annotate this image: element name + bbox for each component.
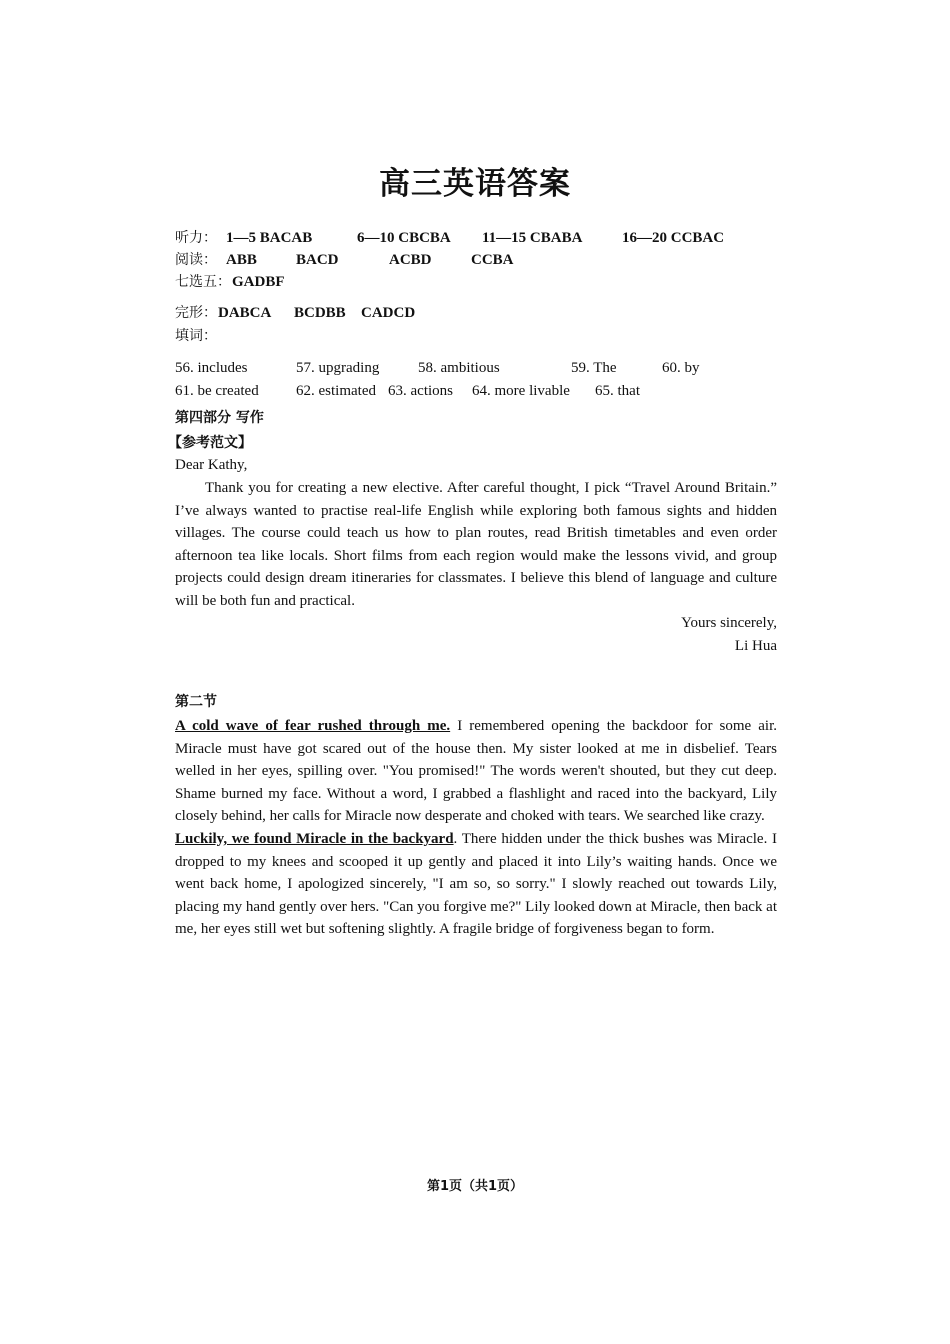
sample-essay-label: 【参考范文】 xyxy=(168,435,252,451)
fill-in-answer-65: 65. that xyxy=(595,383,640,399)
listening-answers-2: 6—10 CBCBA xyxy=(357,230,451,246)
listening-label: 听力： xyxy=(175,230,217,246)
reading-answers-4: CCBA xyxy=(471,252,514,268)
letter-greeting: Dear Kathy, xyxy=(175,457,248,473)
fill-in-answer-61: 61. be created xyxy=(175,383,259,399)
paragraph-2-opening-sentence: Luckily, we found Miracle in the backyard xyxy=(175,831,454,847)
reading-answers-1: ABB xyxy=(226,252,257,268)
fill-in-answer-58: 58. ambitious xyxy=(418,360,500,376)
reading-answers-3: ACBD xyxy=(389,252,432,268)
reading-label: 阅读： xyxy=(175,252,217,268)
listening-answers-4: 16—20 CCBAC xyxy=(622,230,725,246)
listening-answers-1: 1—5 BACAB xyxy=(226,230,313,246)
reading-answers-2: BACD xyxy=(296,252,339,268)
continuation-paragraph-1 xyxy=(175,715,777,828)
fill-in-answer-63: 63. actions xyxy=(388,383,453,399)
letter-closing: Yours sincerely, xyxy=(681,615,777,631)
fill-in-answer-64: 64. more livable xyxy=(472,383,570,399)
seven-choose-five-answer: GADBF xyxy=(232,274,285,290)
letter-signature: Li Hua xyxy=(734,638,777,654)
fill-in-answer-56: 56. includes xyxy=(175,360,248,376)
paragraph-1-text: I remembered opening the backdoor for some air. Miracle must have got scared out of the house then. My sister looked at me in disbelief. Tears welled in her eyes, spilling over. "You promised!" The words weren't shouted, but they cut deep. Shame burned my face. Without a word, I grabbed a flashlight and raced into the backyard, Lily closely behind, her calls for Miracle now desperate and choked with tears. We searched like crazy. xyxy=(175,718,777,825)
writing-heading: 第四部分 写作 xyxy=(175,410,264,426)
page-footer: 第1页（共1页） xyxy=(426,1179,524,1194)
listening-answers-3: 11—15 CBABA xyxy=(482,230,583,246)
cloze-answers-3: CADCD xyxy=(361,305,416,321)
fill-in-answer-57: 57. upgrading xyxy=(296,360,380,376)
paragraph-2-text: . There hidden under the thick bushes was Miracle. I dropped to my knees and scooped it up gently and placed it into Lily’s waiting hands. Once we went back home, I apologized sincerely, "I am so, so sorry." I slowly reached out towards Lily, placing my hand gently over hers. "Can you forgive me?" Lily looked down at Miracle, then back at me, her eyes still wet but softening slightly. A fragile bridge of forgiveness began to form. xyxy=(175,831,778,938)
letter-body: Thank you for creating a new elective. After careful thought, I pick “Travel Around Britain.” I’ve always wanted to practise real-life English while exploring both famous sights and hidden villages. The course could teach us how to plan routes, read British timetables and even order afternoon tea like locals. Short films from each region would make the lessons vivid, and group projects could design dream itineraries for classmates. I believe this blend of language and culture will be both fun and practical. xyxy=(175,480,777,609)
fill-in-label: 填词： xyxy=(175,328,217,344)
fill-in-answer-59: 59. The xyxy=(571,360,617,376)
section2-heading: 第二节 xyxy=(175,694,217,710)
cloze-label: 完形： xyxy=(175,305,217,321)
continuation-paragraph-2 xyxy=(175,828,777,941)
fill-in-answer-60: 60. by xyxy=(662,360,700,376)
cloze-answers-1: DABCA xyxy=(218,305,272,321)
paragraph-1-opening-sentence: A cold wave of fear rushed through me. xyxy=(175,718,451,734)
page-title: 高三英语答案 xyxy=(379,166,571,202)
cloze-answers-2: BCDBB xyxy=(294,305,346,321)
fill-in-answer-62: 62. estimated xyxy=(296,383,376,399)
seven-choose-five-label: 七选五： xyxy=(175,274,231,290)
